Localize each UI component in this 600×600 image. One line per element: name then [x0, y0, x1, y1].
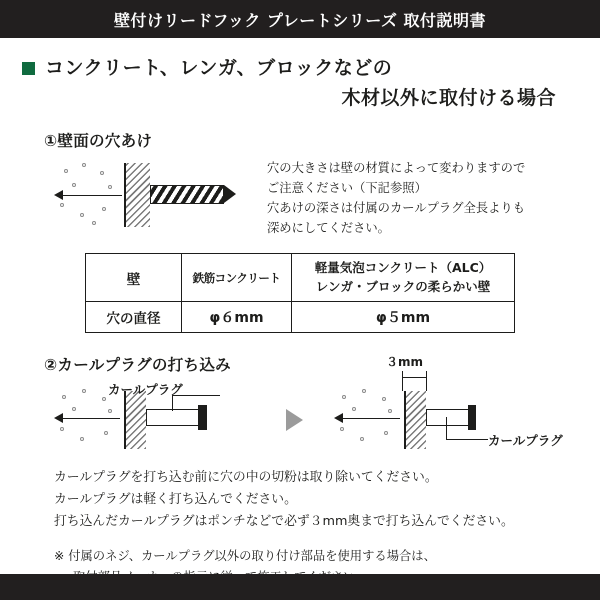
debris-dot — [62, 395, 66, 399]
debris-dot — [100, 171, 104, 175]
step2-note-3: 打ち込んだカールプラグはポンチなどで必ず３mm奥まで打ち込んでください。 — [54, 514, 514, 530]
debris-dot — [352, 407, 356, 411]
section-heading-line2: 木材以外に取付ける場合 — [341, 86, 556, 109]
table-header-reinforced-concrete: 鉄筋コンクリート — [182, 253, 292, 302]
depth-marker-line — [426, 371, 427, 391]
footer-bar — [0, 574, 600, 600]
wall-hatch — [124, 391, 146, 449]
wall-hatch — [404, 391, 426, 449]
debris-dot — [64, 169, 68, 173]
debris-dot — [72, 183, 76, 187]
step2-note-2: カールプラグは軽く打ち込んでください。 — [54, 492, 297, 508]
step1-description — [267, 157, 525, 239]
table-cell-diameter-5mm: φ５mm — [292, 302, 515, 333]
square-bullet-icon — [22, 62, 35, 75]
debris-dot — [340, 427, 344, 431]
debris-dot — [108, 409, 112, 413]
step1-desc-line3: 穴あけの深さは付属のカールプラグ全長よりも — [267, 201, 525, 216]
step2-section — [18, 353, 582, 588]
step1-figure-drilling — [46, 157, 261, 233]
wall-hatch — [124, 163, 150, 227]
step2-figure-right — [326, 355, 576, 455]
footnote-line1: ※ 付属のネジ、カールプラグ以外の取り付け部品を使用する場合は、 — [54, 549, 436, 564]
leader-line-vertical — [446, 417, 447, 439]
step1-title: ①壁面の穴あけ — [44, 132, 153, 151]
carl-plug-collar — [468, 405, 476, 430]
leader-line — [446, 439, 488, 440]
debris-dot — [72, 407, 76, 411]
step1-row — [18, 157, 582, 239]
step1-desc-line1: 穴の大きさは壁の材質によって変わりますので — [267, 161, 526, 176]
step2-notes — [54, 467, 582, 533]
label-carl-plug-2: カールプラグ — [488, 433, 563, 449]
step2-note-1: カールプラグを打ち込む前に穴の中の切粉は取り除いてください。 — [54, 470, 438, 486]
debris-dot — [342, 395, 346, 399]
drill-bit — [150, 185, 224, 204]
debris-dot — [60, 427, 64, 431]
debris-dot — [80, 437, 84, 441]
content-body — [0, 38, 600, 600]
page-title: 壁付けリードフック プレートシリーズ 取付説明書 — [113, 10, 487, 30]
spec-table — [85, 253, 515, 334]
carl-plug-body — [146, 409, 200, 426]
carl-plug-collar — [198, 405, 207, 430]
step2-title: ②カールプラグの打ち込み — [44, 356, 231, 375]
table-header-alc — [292, 253, 515, 302]
spec-table-wrapper — [85, 253, 515, 334]
step1-desc-line2: ご注意ください（下記参照） — [267, 181, 427, 196]
debris-dot — [92, 221, 96, 225]
debris-dot — [108, 185, 112, 189]
table-header-alc-line2: レンガ・ブロックの柔らかい壁 — [315, 278, 491, 294]
debris-dot — [362, 389, 366, 393]
arrow-shaft — [62, 418, 120, 419]
label-depth-3mm: ３mm — [386, 355, 424, 370]
debris-dot — [388, 409, 392, 413]
debris-dot — [360, 437, 364, 441]
process-arrow-icon — [286, 409, 303, 431]
debris-dot — [102, 397, 106, 401]
section-heading-line1-row — [18, 56, 582, 82]
step2-figure-left — [46, 383, 276, 455]
drill-tip-icon — [224, 185, 236, 203]
header-bar — [0, 0, 600, 38]
step1-desc-line4: 深めにしてください。 — [267, 221, 390, 235]
debris-dot — [384, 431, 388, 435]
table-row — [86, 253, 515, 302]
arrow-shaft — [62, 195, 122, 196]
debris-dot — [82, 163, 86, 167]
carl-plug-body — [426, 409, 470, 426]
arrow-shaft — [342, 418, 400, 419]
debris-dot — [102, 207, 106, 211]
debris-dot — [104, 431, 108, 435]
debris-dot — [382, 397, 386, 401]
label-carl-plug: カールプラグ — [108, 382, 183, 398]
debris-dot — [80, 213, 84, 217]
table-header-alc-line1: 軽量気泡コンクリート（ALC） — [314, 259, 492, 275]
debris-dot — [82, 389, 86, 393]
section-heading — [18, 56, 582, 111]
depth-marker-line — [402, 371, 403, 391]
debris-dot — [60, 203, 64, 207]
table-cell-diameter-6mm: φ６mm — [182, 302, 292, 333]
table-header-wall: 壁 — [86, 253, 182, 302]
section-heading-line1: コンクリート、レンガ、ブロックなどの — [45, 57, 393, 79]
table-row — [86, 302, 515, 333]
depth-marker-span — [402, 377, 426, 378]
table-row-label-hole-diameter: 穴の直径 — [86, 302, 182, 333]
